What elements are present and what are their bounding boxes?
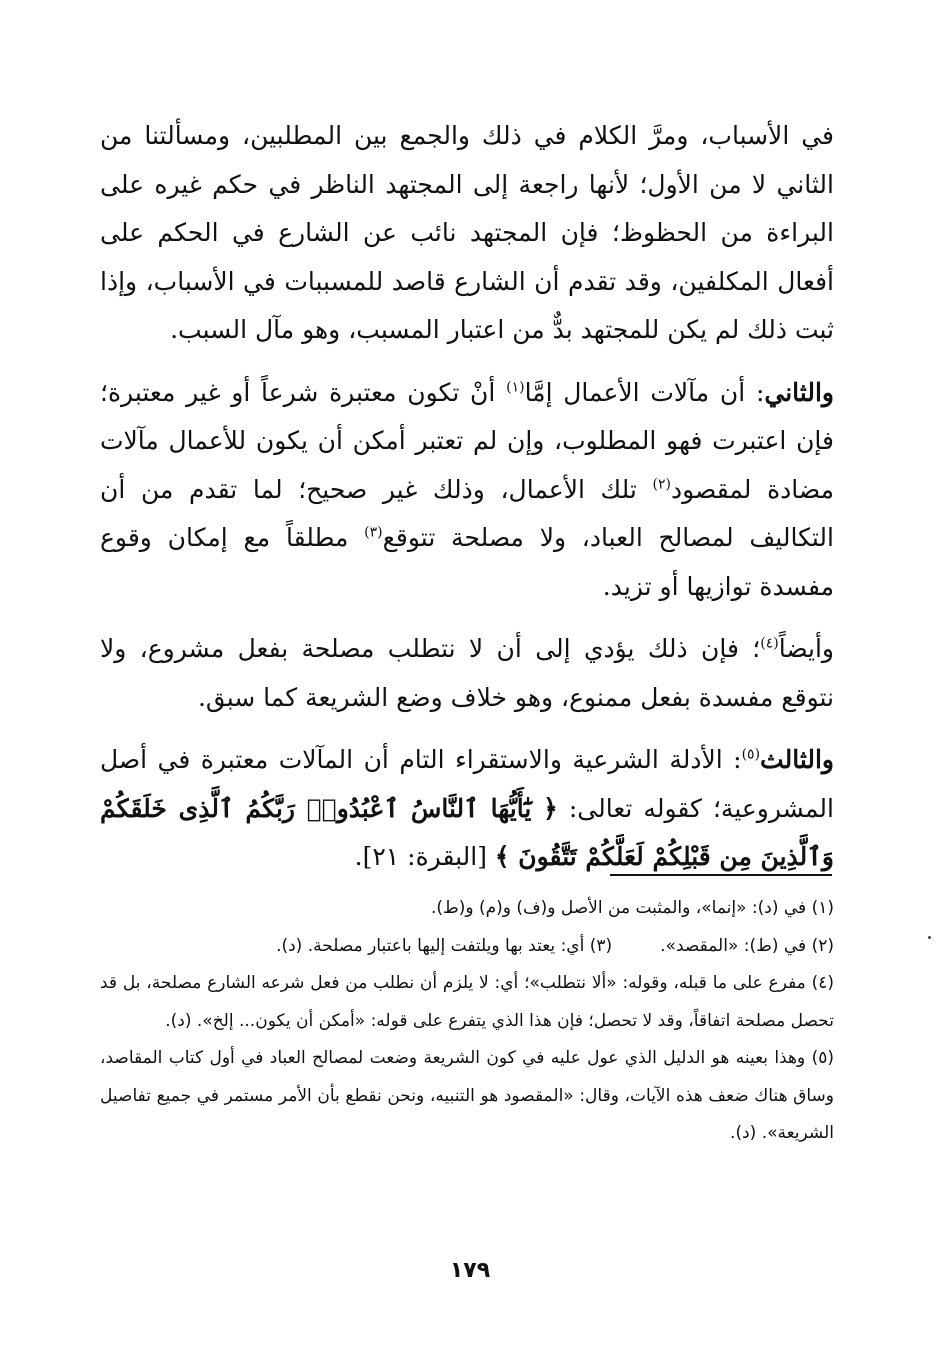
footnote-3: (٣) أي: يعتد بها ويلتفت إليها باعتبار مصلحة. (د). xyxy=(276,935,613,956)
paragraph-1-text: في الأسباب، ومرَّ الكلام في ذلك والجمع بين المطلبين، ومسألتنا من الثاني لا من الأول؛ لأنها راجعة إلى المجتهد الناظر في حكم غيره على البراءة من الحظوظ؛ فإن المجتهد نائب عن الشارع في الحكم على أفعال المكلفين، وقد تقدم أن الشارع قاصد للمسببات في الأسباب، وإذا ثبت ذلك لم يكن للمجتهد بدٌّ من اعتبار المسبب، وهو مآل السبب. xyxy=(100,121,834,344)
quran-verse: ﴿ يَٰٓأَيُّهَا ٱلنَّاسُ ٱعْبُدُوا۟ رَبَّكُمُ ٱلَّذِى خَلَقَكُمْ وَٱلَّذِينَ مِن قَبْلِكُمْ لَعَلَّكُمْ تَتَّقُونَ ﴾ xyxy=(100,793,834,871)
footnote-4: (٤) مفرع على ما قبله، وقوله: «ألا نتطلب»؛ أي: لا يلزم أن نطلب من فعل شرعه الشارع مصلحة، بل قد تحصل مصلحة اتفاقاً، وقد لا تحصل؛ فإن هذا الذي يتفرع على قوله: «أمكن أن يكون... إلخ». (د). xyxy=(100,973,834,1031)
paragraph-4-text: : الأدلة الشرعية والاستقراء التام أن المآلات معتبرة في أصل المشروعية؛ كقوله تعالى: xyxy=(100,745,834,823)
paragraph-3-text-b: ؛ فإن ذلك يؤدي إلى أن لا نتطلب مصلحة بفعل مشروع، ولا نتوقع مفسدة بفعل ممنوع، وهو خلاف وضع الشريعة كما سبق. xyxy=(100,634,834,712)
page-number: ١٧٩ xyxy=(449,1258,491,1283)
footnotes-2-3-line xyxy=(100,928,834,966)
footnote-ref-3: (٣) xyxy=(364,524,383,541)
paragraph-2 xyxy=(100,369,834,612)
paragraph-2-text-c: تلك الأعمال، وذلك غير صحيح؛ لما تقدم من أن التكاليف لمصالح العباد، ولا مصلحة تتوقع xyxy=(100,474,834,552)
footnotes xyxy=(100,890,834,1153)
paragraph-3-text-a: وأيضاً xyxy=(778,634,834,663)
footnote-ref-4: (٤) xyxy=(760,635,779,652)
paragraph-1 xyxy=(100,112,834,355)
paragraph-3 xyxy=(100,625,834,722)
paragraph-2-text-d: مطلقاً مع إمكان وقوع مفسدة توازيها أو تزيد. xyxy=(100,523,834,601)
footnote-ref-5: (٥) xyxy=(741,746,761,763)
margin-dot xyxy=(928,936,931,939)
footnote-separator xyxy=(610,874,832,876)
paragraph-2-text-b: أنْ تكون معتبرة شرعاً أو غير معتبرة؛ فإن اعتبرت فهو المطلوب، وإن لم تعتبر أمكن أن يكون للأعمال مآلات مضادة لمقصود xyxy=(100,377,834,504)
footnote-ref-2: (٢) xyxy=(652,476,671,493)
paragraph-4-lead: والثالث xyxy=(760,745,834,774)
paragraph-2-text-a: : أن مآلات الأعمال إمَّا xyxy=(524,377,765,407)
paragraph-4 xyxy=(100,736,834,882)
verse-reference: [البقرة: ٢١]. xyxy=(354,842,495,871)
paragraph-2-lead: والثاني xyxy=(764,377,834,407)
footnote-5: (٥) وهذا بعينه هو الدليل الذي عول عليه في كون الشريعة وضعت لمصالح العباد في أول كتاب المقاصد، وساق هناك ضعف هذه الآيات، وقال: «المقصود هو التنبيه، ونحن نقطع بأن الأمر مستمر في جميع تفاصيل الشريعة». (د). xyxy=(100,1048,834,1143)
footnote-2: (٢) في (ط): «المقصد». xyxy=(660,935,834,956)
footnote-ref-1: (١) xyxy=(506,379,525,396)
footnote-1: (١) في (د): «إنما»، والمثبت من الأصل و(ف) و(م) و(ط). xyxy=(430,898,834,918)
main-text xyxy=(100,112,834,896)
